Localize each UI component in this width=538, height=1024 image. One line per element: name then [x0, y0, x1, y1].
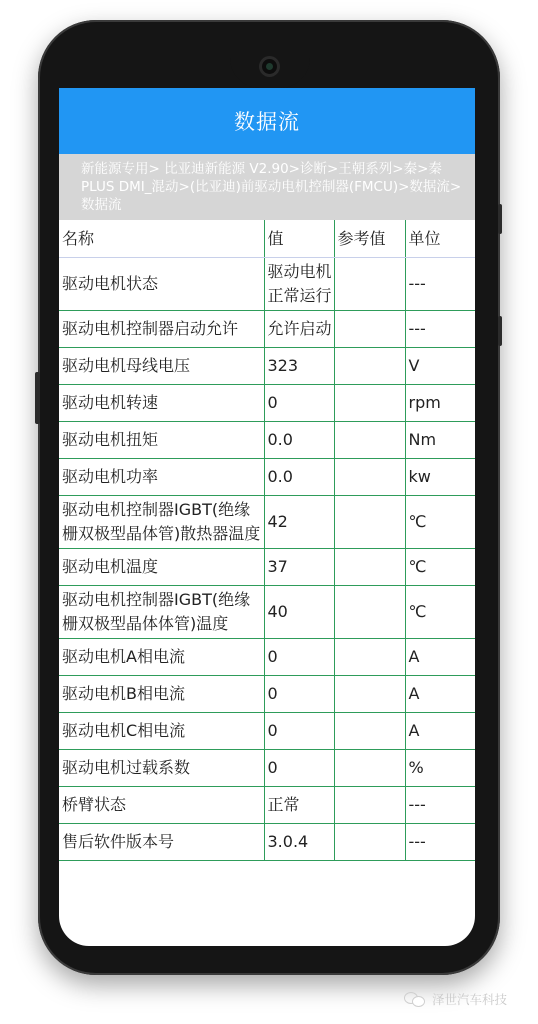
cell-unit: V [405, 348, 475, 385]
table-row[interactable] [59, 639, 475, 676]
cell-unit: ℃ [405, 496, 475, 549]
cell-reference [334, 549, 405, 586]
table-row[interactable] [59, 787, 475, 824]
cell-value: 37 [264, 549, 334, 586]
cell-reference [334, 258, 405, 311]
cell-reference [334, 586, 405, 639]
cell-value: 323 [264, 348, 334, 385]
cell-value: 0 [264, 713, 334, 750]
table-row[interactable] [59, 824, 475, 861]
page-title: 数据流 [234, 110, 300, 134]
cell-name: 售后软件版本号 [59, 824, 264, 861]
table-row[interactable] [59, 713, 475, 750]
table-row[interactable] [59, 676, 475, 713]
table-header-row [59, 220, 475, 258]
table-row[interactable] [59, 459, 475, 496]
table-row[interactable] [59, 258, 475, 311]
cell-value: 0.0 [264, 459, 334, 496]
wechat-icon [404, 991, 426, 1007]
table-row[interactable] [59, 422, 475, 459]
table-row[interactable] [59, 549, 475, 586]
cell-name: 驱动电机控制器IGBT(绝缘栅双极型晶体管)散热器温度 [59, 496, 264, 549]
column-header-reference: 参考值 [334, 220, 405, 258]
cell-reference [334, 385, 405, 422]
breadcrumb-text: 新能源专用> 比亚迪新能源 V2.90>诊断>王朝系列>秦>秦PLUS DMI_混动>(比亚迪)前驱动电机控制器(FMCU)>数据流>数据流 [81, 161, 462, 213]
cell-reference [334, 676, 405, 713]
data-stream-table [59, 220, 475, 861]
cell-unit: % [405, 750, 475, 787]
cell-name: 驱动电机母线电压 [59, 348, 264, 385]
cell-unit: ℃ [405, 549, 475, 586]
watermark-text: 泽世汽车科技 [432, 992, 508, 1007]
table-row[interactable] [59, 586, 475, 639]
cell-value: 0.0 [264, 422, 334, 459]
cell-unit: A [405, 713, 475, 750]
cell-name: 驱动电机扭矩 [59, 422, 264, 459]
cell-value: 0 [264, 385, 334, 422]
cell-reference [334, 311, 405, 348]
cell-name: 驱动电机过载系数 [59, 750, 264, 787]
cell-unit: --- [405, 311, 475, 348]
cell-unit: kw [405, 459, 475, 496]
table-row[interactable] [59, 496, 475, 549]
cell-reference [334, 750, 405, 787]
cell-reference [334, 422, 405, 459]
title-bar [59, 88, 475, 154]
cell-value: 40 [264, 586, 334, 639]
column-header-value: 值 [264, 220, 334, 258]
cell-value: 驱动电机正常运行 [264, 258, 334, 311]
cell-reference [334, 459, 405, 496]
side-button [498, 204, 502, 234]
cell-value: 3.0.4 [264, 824, 334, 861]
cell-name: 驱动电机A相电流 [59, 639, 264, 676]
table-row[interactable] [59, 311, 475, 348]
cell-unit: A [405, 639, 475, 676]
side-button [498, 316, 502, 346]
cell-name: 驱动电机控制器IGBT(绝缘栅双极型晶体体管)温度 [59, 586, 264, 639]
cell-value: 允许启动 [264, 311, 334, 348]
cell-name: 桥臂状态 [59, 787, 264, 824]
cell-unit: ℃ [405, 586, 475, 639]
cell-name: 驱动电机C相电流 [59, 713, 264, 750]
cell-name: 驱动电机控制器启动允许 [59, 311, 264, 348]
column-header-unit: 单位 [405, 220, 475, 258]
cell-reference [334, 639, 405, 676]
cell-name: 驱动电机温度 [59, 549, 264, 586]
cell-name: 驱动电机转速 [59, 385, 264, 422]
cell-unit: A [405, 676, 475, 713]
cell-value: 正常 [264, 787, 334, 824]
cell-value: 0 [264, 676, 334, 713]
table-row[interactable] [59, 385, 475, 422]
cell-unit: Nm [405, 422, 475, 459]
cell-name: 驱动电机B相电流 [59, 676, 264, 713]
volume-button [35, 372, 40, 424]
cell-value: 42 [264, 496, 334, 549]
cell-unit: --- [405, 258, 475, 311]
front-camera [262, 59, 277, 74]
cell-reference [334, 787, 405, 824]
breadcrumb [59, 154, 475, 220]
cell-reference [334, 713, 405, 750]
table-row[interactable] [59, 348, 475, 385]
cell-name: 驱动电机状态 [59, 258, 264, 311]
cell-unit: rpm [405, 385, 475, 422]
column-header-name: 名称 [59, 220, 264, 258]
cell-unit: --- [405, 787, 475, 824]
cell-reference [334, 824, 405, 861]
cell-unit: --- [405, 824, 475, 861]
cell-value: 0 [264, 750, 334, 787]
cell-reference [334, 496, 405, 549]
table-body [59, 258, 475, 861]
cell-name: 驱动电机功率 [59, 459, 264, 496]
cell-reference [334, 348, 405, 385]
watermark [404, 990, 507, 1008]
table-row[interactable] [59, 750, 475, 787]
app-screen [59, 88, 475, 946]
cell-value: 0 [264, 639, 334, 676]
